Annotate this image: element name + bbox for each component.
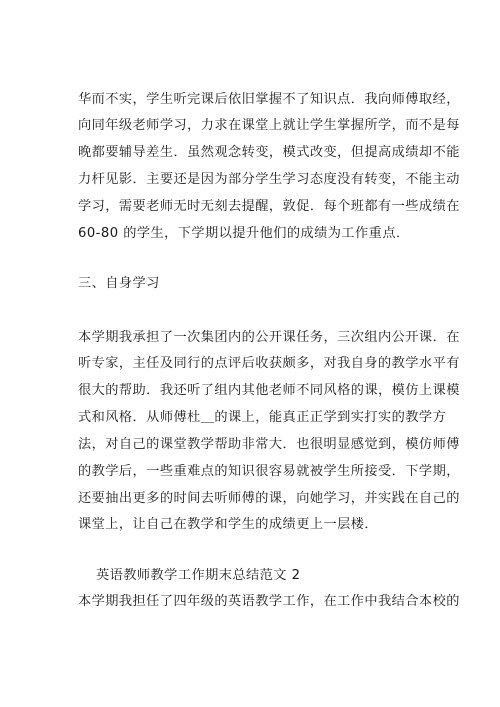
paragraph-1-line-1: 华而不实，学生听完课后依旧掌握不了知识点．我向师傅取经， (78, 92, 460, 107)
paragraph-1-line-4: 力杆见影．主要还是因为部分学生学习态度没有转变，不能主动 (78, 172, 460, 187)
paragraph-3-line-1: 本学期我担任了四年级的英语教学工作，在工作中我结合本校的 (78, 594, 460, 609)
paragraph-2-line-3: 很大的帮助．我还听了组内其他老师不同风格的课，模仿上课模 (78, 383, 460, 398)
paragraph-2-line-4: 式和风格．从师傅杜＿的课上，能真正正学到实打实的教学方 (78, 410, 447, 425)
paragraph-1-line-6: 60-80 的学生，下学期以提升他们的成绩为工作重点． (78, 226, 410, 241)
paragraph-1-line-5: 学习，需要老师无时无刻去提醒，敦促．每个班都有一些成绩在 (78, 199, 460, 214)
paragraph-2-line-1: 本学期我承担了一次集团内的公开课任务，三次组内公开课．在 (78, 330, 460, 345)
paragraph-2-line-8: 课堂上，让自己在教学和学生的成绩更上一层楼． (78, 517, 379, 532)
paragraph-2-line-2: 听专家，主任及同行的点评后收获颇多，对我自身的教学水平有 (78, 356, 460, 371)
section-heading: 三、自身学习 (78, 276, 160, 291)
paragraph-2-line-7: 还要抽出更多的时间去听师傅的课，向她学习，并实践在自己的 (78, 491, 460, 506)
paragraph-1-line-3: 晚都要辅导差生．虽然观念转变，模式改变，但提高成绩却不能 (78, 145, 460, 160)
article-title: 英语教师教学工作期末总结范文 2 (96, 568, 301, 583)
paragraph-2-line-5: 法，对自己的课堂教学帮助非常大．也很明显感觉到，模仿师傅 (78, 437, 460, 452)
paragraph-2-line-6: 的教学后，一些重难点的知识很容易就被学生所接受．下学期， (78, 464, 460, 479)
paragraph-1-line-2: 向同年级老师学习，力求在课堂上就让学生掌握所学，而不是每 (78, 118, 460, 133)
